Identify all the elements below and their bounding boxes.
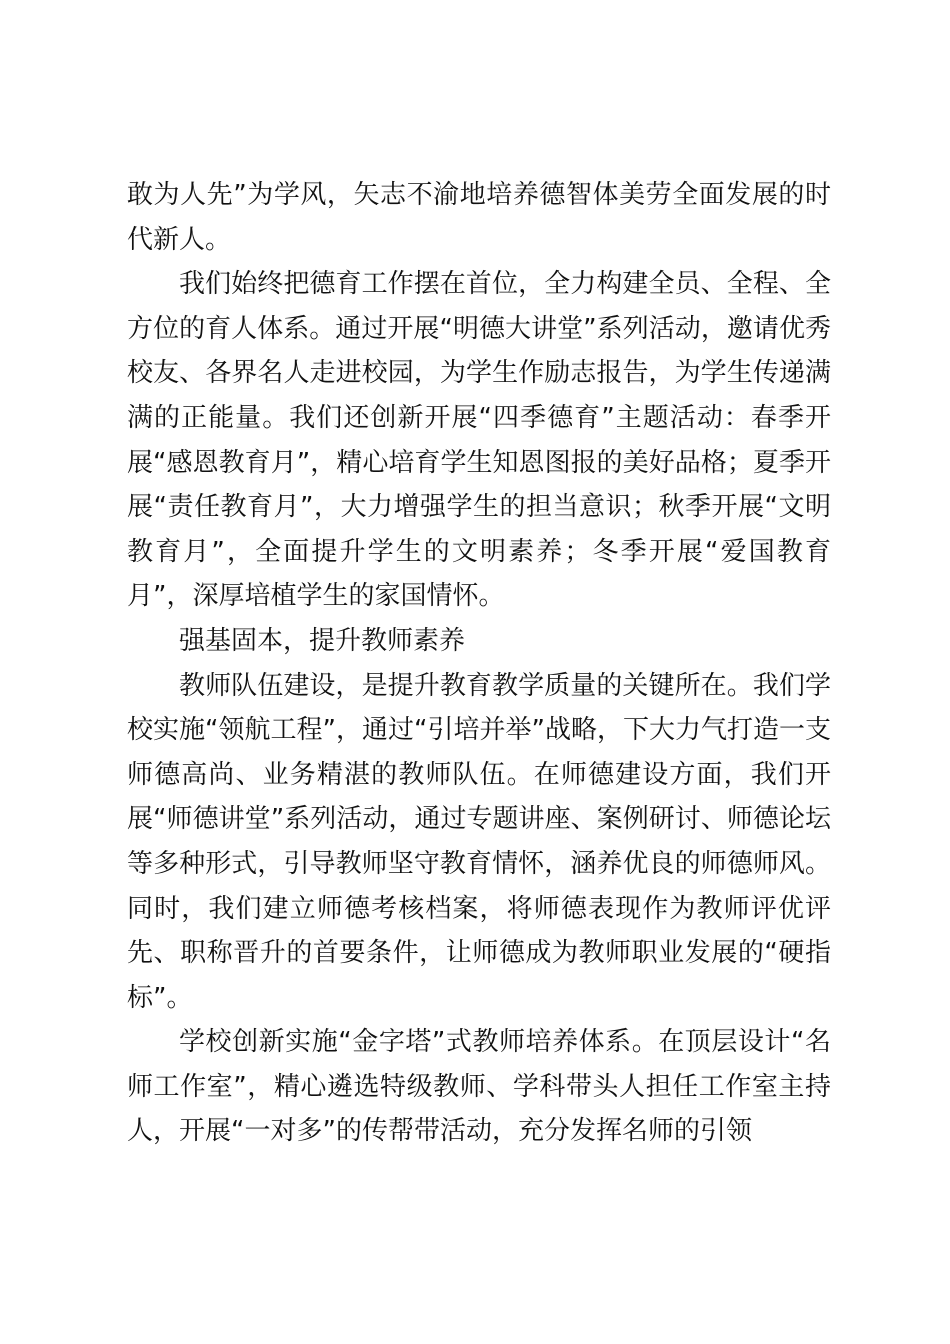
paragraph-teacher-team: 教师队伍建设，是提升教育教学质量的关键所在。我们学校实施“领航工程”，通过“引培并举”战略，下大力气打造一支师德高尚、业务精湛的教师队伍。在师德建设方面，我们开展“师德讲堂”系列活动，通过专题讲座、案例研讨、师德论坛等多种形式，引导教师坚守教育情怀，涵养优良的师德师风。同时，我们建立师德考核档案，将师德表现作为教师评优评先、职称晋升的首要条件，让师德成为教师职业发展的“硬指标”。 (127, 670, 831, 1013)
document-body (127, 173, 831, 1154)
paragraph-pyramid-system: 学校创新实施“金字塔”式教师培养体系。在顶层设计“名师工作室”，精心遴选特级教师、学科带头人担任工作室主持人，开展“一对多”的传帮带活动，充分发挥名师的引领 (127, 1027, 831, 1147)
paragraph-continuation: 敢为人先”为学风，矢志不渝地培养德智体美劳全面发展的时代新人。 (127, 180, 831, 255)
paragraph-moral-education: 我们始终把德育工作摆在首位，全力构建全员、全程、全方位的育人体系。通过开展“明德大讲堂”系列活动，邀请优秀校友、各界名人走进校园，为学生作励志报告，为学生传递满满的正能量。我们还创新开展“四季德育”主题活动：春季开展“感恩教育月”，精心培育学生知恩图报的美好品格；夏季开展“责任教育月”，大力增强学生的担当意识；秋季开展“文明教育月”，全面提升学生的文明素养；冬季开展“爱国教育月”，深厚培植学生的家国情怀。 (127, 269, 831, 612)
section-heading: 强基固本，提升教师素养 (179, 625, 466, 656)
